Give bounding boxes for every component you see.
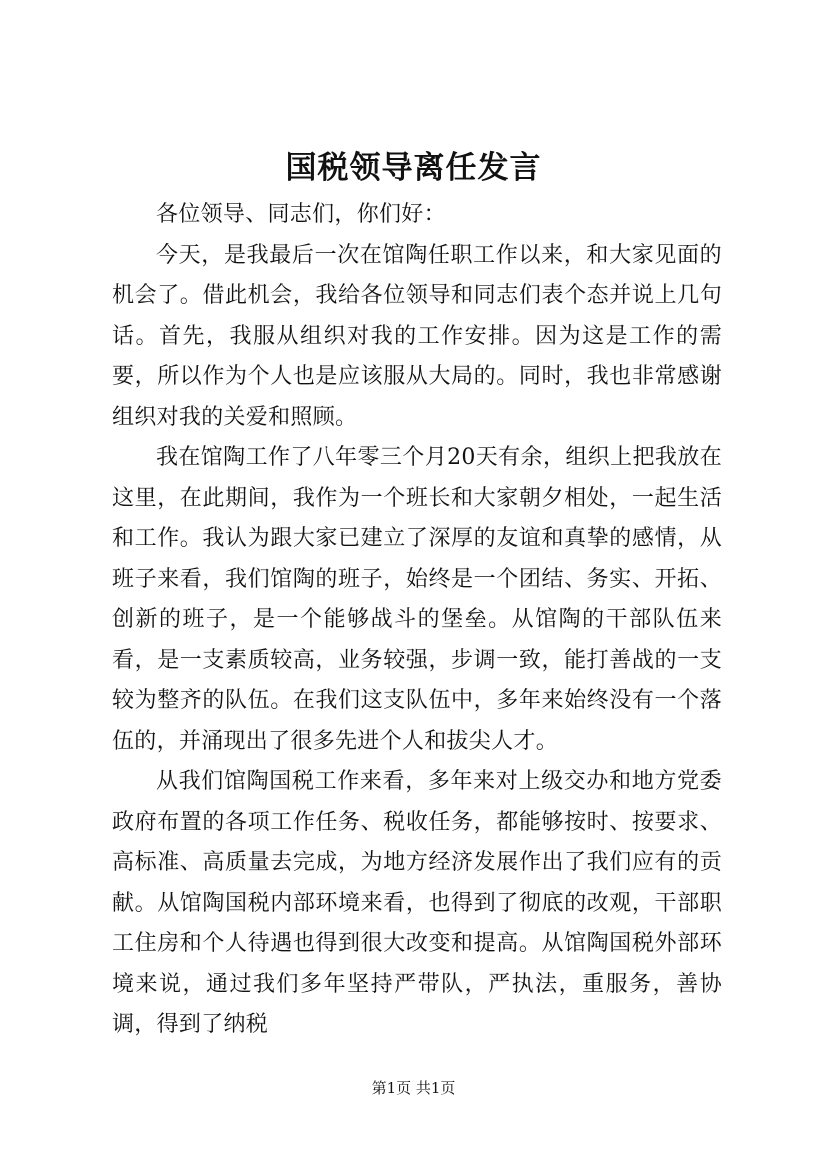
paragraph-3: 从我们馆陶国税工作来看，多年来对上级交办和地方党委政府布置的各项工作任务、税收任务，都能够按时、按要求、高标准、高质量去完成，为地方经济发展作出了我们应有的贡献。从馆陶国税内部环境来看，也得到了彻底的改观，干部职工住房和个人待遇也得到很大改变和提高。从馆陶国税外部环境来说，通过我们多年坚持严带队，严执法，重服务，善协调，得到了纳税 bbox=[112, 769, 722, 1037]
paragraph-1: 今天，是我最后一次在馆陶任职工作以来，和大家见面的机会了。借此机会，我给各位领导和同志们表个态并说上几句话。首先，我服从组织对我的工作安排。因为这是工作的需要，所以作为个人也是应该服从大局的。同时，我也非常感谢组织对我的关爱和照顾。 bbox=[112, 242, 722, 430]
paragraph-2: 我在馆陶工作了八年零三个月20天有余，组织上把我放在这里，在此期间，我作为一个班长和大家朝夕相处，一起生活和工作。我认为跟大家已建立了深厚的友谊和真挚的感情，从班子来看，我们馆陶的班子，始终是一个团结、务实、开拓、创新的班子，是一个能够战斗的堡垒。从馆陶的干部队伍来看，是一支素质较高，业务较强，步调一致，能打善战的一支较为整齐的队伍。在我们这支队伍中，多年来始终没有一个落伍的，并涌现出了很多先进个人和拔尖人才。 bbox=[112, 445, 722, 754]
document-title: 国税领导离任发言 bbox=[285, 150, 542, 186]
page-footer: 第1页 共1页 bbox=[371, 1079, 456, 1097]
paragraph-greeting: 各位领导、同志们，你们好： bbox=[156, 202, 446, 227]
document-body bbox=[112, 195, 722, 1046]
